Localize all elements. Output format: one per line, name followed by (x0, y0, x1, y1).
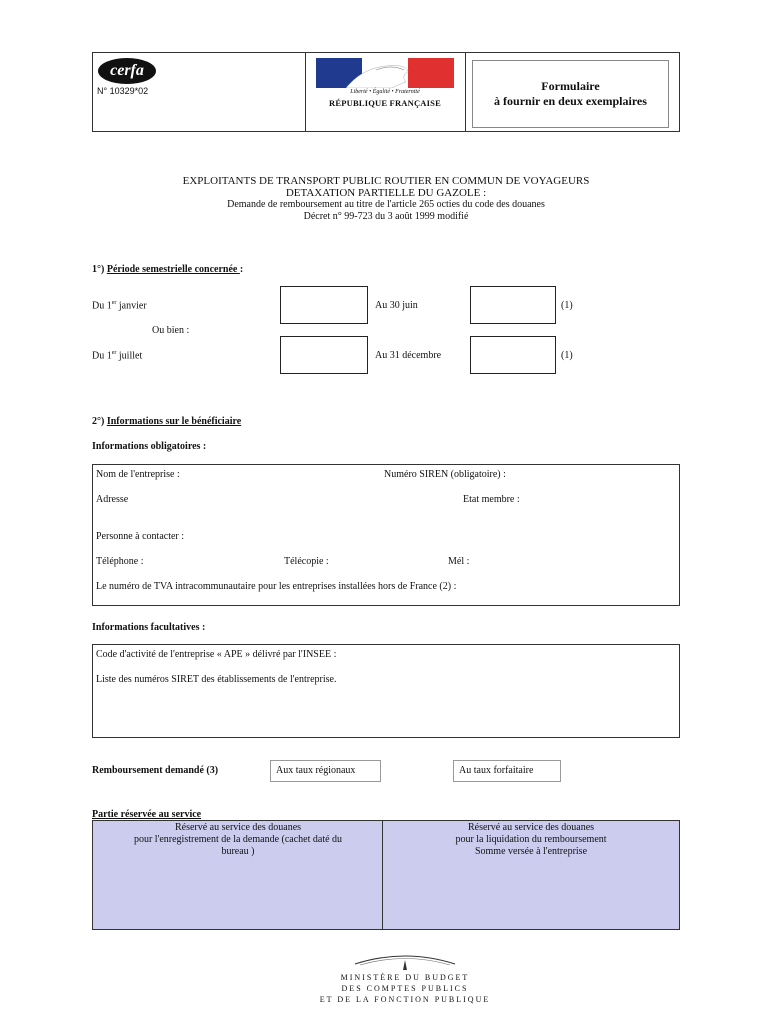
period-1-from-label (92, 300, 147, 311)
refund-label: Remboursement demandé (3) (92, 765, 219, 776)
siret-field[interactable]: Liste des numéros SIRET des établissements de l'entreprise. (96, 674, 337, 685)
service-line: Réservé au service des douanes (174, 822, 302, 833)
document-title (92, 176, 680, 222)
service-line: bureau ) (221, 846, 255, 857)
label-text: Du 1 (92, 350, 112, 362)
optional-info-heading: Informations facultatives : (92, 622, 206, 633)
service-line: Somme versée à l'entreprise (474, 846, 588, 857)
ministry-line: MINISTÈRE DU BUDGET (340, 973, 470, 982)
form-title-box (472, 60, 669, 128)
service-line: pour la liquidation du remboursement (455, 834, 607, 845)
label-text: Du 1 (92, 300, 112, 312)
fax-field[interactable]: Télécopie : (284, 556, 329, 567)
email-field[interactable]: Mél : (448, 556, 470, 567)
label-sup: er (111, 300, 117, 306)
republic-motto: Liberté • Égalité • Fraternité (350, 89, 420, 95)
service-left-text (100, 822, 376, 858)
section-number: 1°) (92, 264, 105, 275)
label-text: juillet (116, 350, 143, 362)
title-line: Demande de remboursement au titre de l'article 265 octies du code des douanes (227, 199, 545, 210)
or-label: Ou bien : (152, 325, 190, 336)
flat-rate-option[interactable]: Au taux forfaitaire (453, 760, 561, 782)
label-text: janvier (116, 300, 147, 312)
period-2-note: (1) (561, 350, 573, 361)
period-1-note: (1) (561, 300, 573, 311)
label-sup: er (111, 350, 117, 356)
form-title-line: à fournir en deux exemplaires (494, 94, 647, 108)
period-2-to-label: Au 31 décembre (375, 350, 442, 361)
ministry-line: DES COMPTES PUBLICS (341, 984, 469, 993)
ministry-emblem (300, 950, 510, 974)
service-heading: Partie réservée au service (92, 809, 202, 820)
contact-field[interactable]: Personne à contacter : (96, 531, 185, 542)
address-field[interactable]: Adresse (96, 494, 129, 505)
mandatory-info-heading: Informations obligatoires : (92, 441, 207, 452)
company-name-field[interactable]: Nom de l'entreprise : (96, 469, 180, 480)
header-divider (465, 52, 466, 132)
period-2-to-input[interactable] (470, 336, 556, 374)
title-line: DETAXATION PARTIELLE DU GAZOLE : (285, 186, 487, 199)
period-1-to-input[interactable] (470, 286, 556, 324)
ape-field[interactable]: Code d'activité de l'entreprise « APE » délivré par l'INSEE : (96, 649, 337, 660)
section-number: 2°) (92, 416, 105, 427)
section-2-heading (92, 416, 241, 427)
phone-field[interactable]: Téléphone : (96, 556, 144, 567)
vat-field[interactable]: Le numéro de TVA intracommunautaire pour les entreprises installées hors de France (2) : (96, 581, 457, 592)
ministry-name (300, 972, 510, 1005)
member-state-field[interactable]: Etat membre : (463, 494, 520, 505)
regional-rate-option[interactable]: Aux taux régionaux (270, 760, 381, 782)
title-line: Décret n° 99-723 du 3 août 1999 modifié (303, 210, 469, 222)
cerfa-logo: cerfa (98, 58, 156, 84)
period-1-from-input[interactable] (280, 286, 368, 324)
service-line: pour l'enregistrement de la demande (cachet daté du (133, 834, 343, 845)
service-right-text (388, 822, 674, 858)
header-divider (305, 52, 306, 132)
period-2-from-label (92, 350, 142, 361)
service-divider (382, 820, 383, 930)
cerfa-number: N° 10329*02 (97, 86, 149, 96)
siren-field[interactable]: Numéro SIREN (obligatoire) : (384, 469, 506, 480)
form-title-line: Formulaire (541, 79, 600, 93)
period-1-to-label: Au 30 juin (375, 300, 418, 311)
republic-name: RÉPUBLIQUE FRANÇAISE (329, 98, 441, 108)
title-line: EXPLOITANTS DE TRANSPORT PUBLIC ROUTIER EN COMMUN DE VOYAGEURS (182, 175, 590, 187)
section-colon: : (239, 264, 244, 275)
marianne-logo (316, 58, 454, 88)
service-line: Réservé au service des douanes (467, 822, 595, 833)
ministry-line: ET DE LA FONCTION PUBLIQUE (319, 995, 491, 1004)
section-title: Période semestrielle concernée (106, 264, 240, 275)
section-1-heading (92, 264, 243, 275)
period-2-from-input[interactable] (280, 336, 368, 374)
section-title: Informations sur le bénéficiaire (106, 416, 242, 427)
